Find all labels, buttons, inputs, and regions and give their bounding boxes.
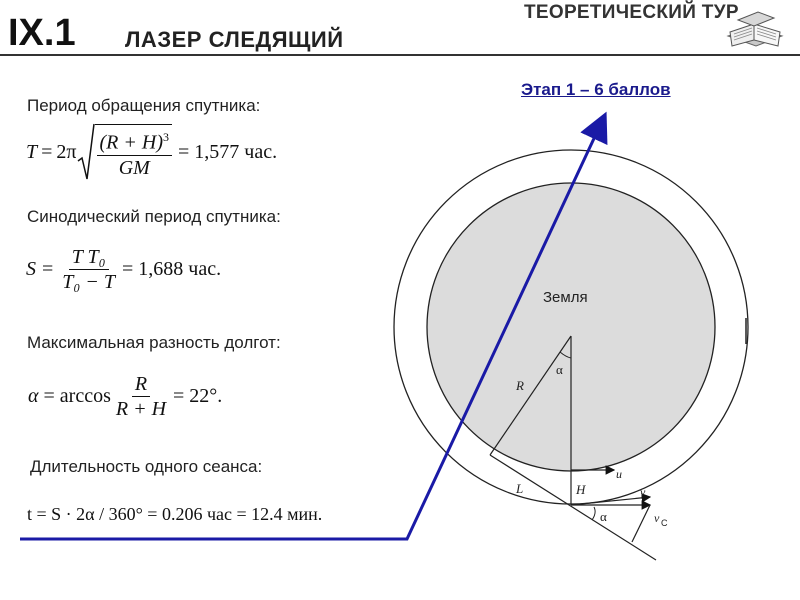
period-denominator: GM <box>118 156 150 179</box>
angle-arc-bottom <box>592 507 595 520</box>
label-alpha-bottom: α <box>600 509 607 524</box>
longitude-numerator: R <box>132 372 150 397</box>
synodic-result: = 1,688 час. <box>121 258 222 280</box>
label-R: R <box>516 378 524 393</box>
period-exponent: 3 <box>163 130 169 145</box>
period-coef: 2π <box>56 140 77 163</box>
synodic-denominator: T₀ − T <box>62 271 115 293</box>
synodic-equals: = <box>42 258 54 280</box>
period-result: = 1,577 час. <box>178 140 278 163</box>
earth-label: Земля <box>543 289 588 306</box>
label-alpha-top: α <box>556 362 563 377</box>
stage-label: Этап 1 – 6 баллов <box>521 80 671 99</box>
session-formula: t = S · 2α / 360° = 0.206 час = 12.4 мин. <box>27 504 323 524</box>
label-u: u <box>616 467 622 481</box>
longitude-equals: = <box>43 385 55 407</box>
slide-number: IX.1 <box>8 12 76 54</box>
period-lhs: T <box>26 140 38 163</box>
synodic-label: Синодический период спутника: <box>27 207 281 226</box>
synodic-numerator: T T₀ <box>69 245 109 270</box>
vector-connector <box>632 505 650 542</box>
label-vc: v <box>654 511 660 525</box>
period-equals: = <box>41 140 53 163</box>
session-label: Длительность одного сеанса: <box>30 457 263 476</box>
section-label: ТЕОРЕТИЧЕСКИЙ ТУР <box>524 2 739 23</box>
period-label: Период обращения спутника: <box>27 96 261 115</box>
period-numerator: (R + H) <box>99 131 163 154</box>
longitude-result: = 22°. <box>173 385 223 407</box>
label-v: v <box>640 485 646 499</box>
label-L: L <box>516 481 524 496</box>
slide-title: ЛАЗЕР СЛЕДЯЩИЙ <box>125 27 344 52</box>
longitude-func: arccos <box>59 385 111 407</box>
synodic-lhs: S <box>26 258 36 280</box>
label-vc-sub: C <box>661 518 668 528</box>
longitude-label: Максимальная разность долгот: <box>27 333 281 352</box>
label-H: H <box>576 482 586 497</box>
longitude-denominator: R + H <box>115 398 167 420</box>
longitude-lhs: α <box>28 385 39 407</box>
